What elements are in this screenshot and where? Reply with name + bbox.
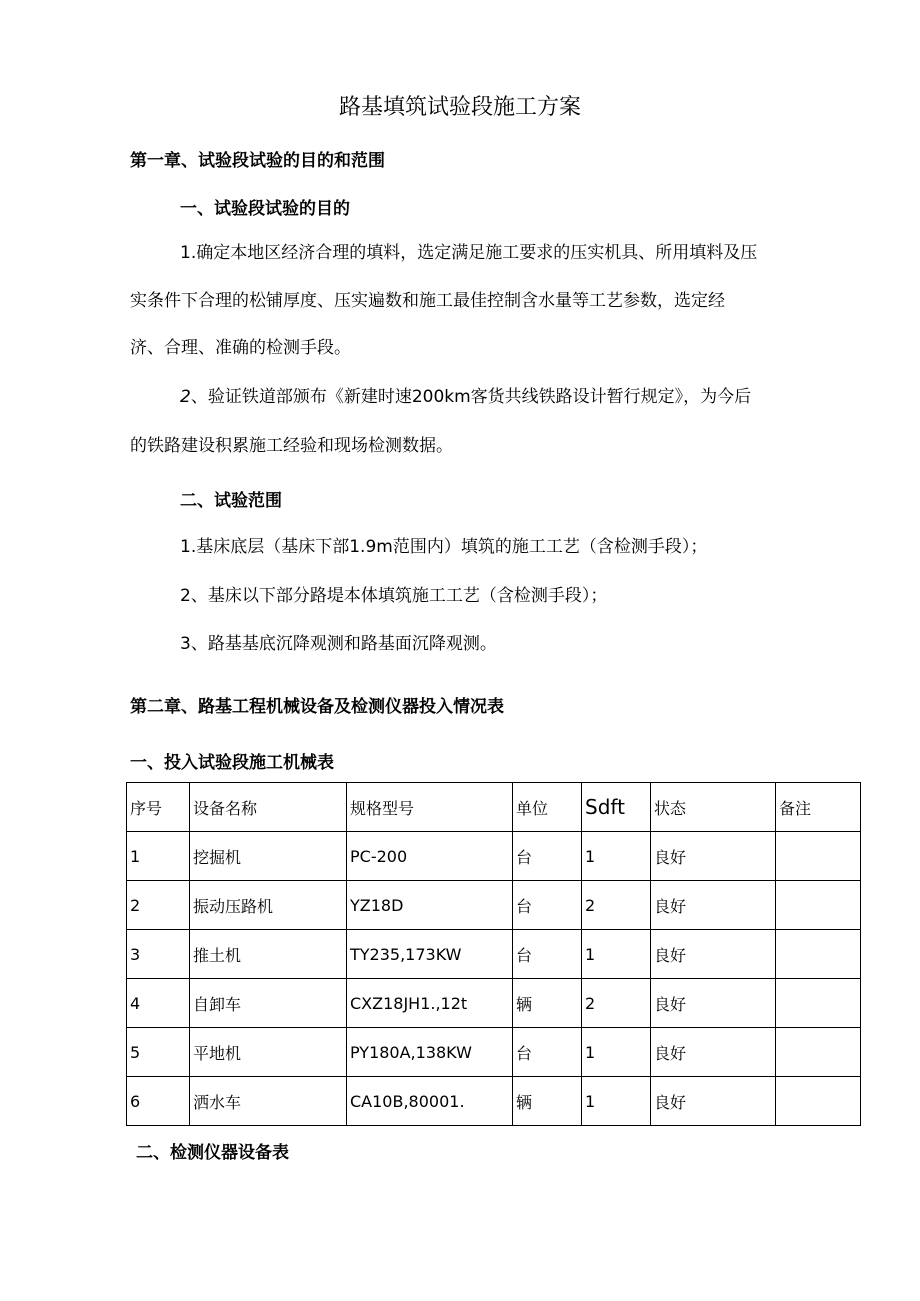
table-cell: CA10B,80001. bbox=[347, 1077, 513, 1126]
table-row bbox=[127, 979, 861, 1028]
table-cell: 自卸车 bbox=[190, 979, 347, 1028]
purpose-paragraph1-line3: 济、合理、准确的检测手段。 bbox=[130, 338, 351, 358]
table-cell: 2 bbox=[582, 979, 651, 1028]
table-cell bbox=[776, 979, 861, 1028]
table-row bbox=[127, 881, 861, 930]
table-cell: 良好 bbox=[651, 1028, 776, 1077]
table-cell: 1 bbox=[582, 832, 651, 881]
table-cell: 良好 bbox=[651, 832, 776, 881]
table-cell: 辆 bbox=[513, 979, 582, 1028]
table-row bbox=[127, 930, 861, 979]
table-cell: CXZ18JH1.,12t bbox=[347, 979, 513, 1028]
table-row bbox=[127, 832, 861, 881]
document-title: 路基填筑试验段施工方案 bbox=[338, 95, 581, 120]
table-cell: 3 bbox=[127, 930, 190, 979]
chapter2-heading: 第二章、路基工程机械设备及检测仪器投入情况表 bbox=[130, 697, 504, 717]
table-cell: PC-200 bbox=[347, 832, 513, 881]
table-cell: 1 bbox=[582, 1028, 651, 1077]
header-cell-model: 规格型号 bbox=[347, 783, 513, 832]
purpose-paragraph2-line2: 的铁路建设积累施工经验和现场检测数据。 bbox=[130, 436, 453, 456]
header-cell-index: 序号 bbox=[127, 783, 190, 832]
table-cell: 挖掘机 bbox=[190, 832, 347, 881]
table-cell: 良好 bbox=[651, 881, 776, 930]
table-cell: 推土机 bbox=[190, 930, 347, 979]
instrument-table-heading: 二、检测仪器设备表 bbox=[136, 1143, 289, 1163]
scope-item3: 3、路基基底沉降观测和路基面沉降观测。 bbox=[180, 634, 497, 654]
header-cell-remarks: 备注 bbox=[776, 783, 861, 832]
section-scope-heading: 二、试验范围 bbox=[180, 491, 282, 511]
table-cell: TY235,173KW bbox=[347, 930, 513, 979]
table-cell: 4 bbox=[127, 979, 190, 1028]
table-cell bbox=[776, 1077, 861, 1126]
purpose-paragraph2-line1 bbox=[180, 387, 751, 407]
table-cell: 台 bbox=[513, 1028, 582, 1077]
table-cell bbox=[776, 881, 861, 930]
table-cell: 良好 bbox=[651, 1077, 776, 1126]
section-purpose-heading: 一、试验段试验的目的 bbox=[180, 199, 350, 219]
header-cell-name: 设备名称 bbox=[190, 783, 347, 832]
table-cell bbox=[776, 1028, 861, 1077]
scope-item2: 2、基床以下部分路堤本体填筑施工工艺（含检测手段）； bbox=[180, 586, 608, 606]
table-cell: 良好 bbox=[651, 979, 776, 1028]
table-cell: 台 bbox=[513, 881, 582, 930]
table-cell: 台 bbox=[513, 930, 582, 979]
table-cell: 2 bbox=[127, 881, 190, 930]
table-row bbox=[127, 1028, 861, 1077]
table-row bbox=[127, 1077, 861, 1126]
table-cell: 1 bbox=[127, 832, 190, 881]
machinery-table-heading: 一、投入试验段施工机械表 bbox=[130, 753, 334, 773]
table-cell: 台 bbox=[513, 832, 582, 881]
chapter1-heading: 第一章、试验段试验的目的和范围 bbox=[130, 151, 385, 171]
header-cell-unit: 单位 bbox=[513, 783, 582, 832]
table-cell: 振动压路机 bbox=[190, 881, 347, 930]
table-cell: PY180A,138KW bbox=[347, 1028, 513, 1077]
table-cell: 1 bbox=[582, 930, 651, 979]
table-cell: YZ18D bbox=[347, 881, 513, 930]
table-cell: 6 bbox=[127, 1077, 190, 1126]
table-header-row bbox=[127, 783, 861, 832]
table-cell bbox=[776, 930, 861, 979]
table-cell: 1 bbox=[582, 1077, 651, 1126]
table-cell: 辆 bbox=[513, 1077, 582, 1126]
header-cell-status: 状态 bbox=[651, 783, 776, 832]
purpose-paragraph1-line2: 实条件下合理的松铺厚度、压实遍数和施工最佳控制含水量等工艺参数，选定经 bbox=[130, 291, 725, 311]
table-cell: 5 bbox=[127, 1028, 190, 1077]
table-cell: 良好 bbox=[651, 930, 776, 979]
header-cell-quantity: Sdft bbox=[582, 783, 651, 832]
scope-item1: 1.基床底层（基床下部1.9m范围内）填筑的施工工艺（含检测手段）； bbox=[180, 537, 708, 557]
paragraph2-line1-text: 、验证铁道部颁布《新建时速200km客货共线铁路设计暂行规定》，为今后 bbox=[190, 387, 752, 407]
table-cell: 平地机 bbox=[190, 1028, 347, 1077]
table-cell bbox=[776, 832, 861, 881]
table-cell: 洒水车 bbox=[190, 1077, 347, 1126]
purpose-paragraph1-line1: 1.确定本地区经济合理的填料，选定满足施工要求的压实机具、所用填料及压 bbox=[180, 243, 758, 263]
machinery-table bbox=[126, 782, 861, 1126]
paragraph2-number: 2 bbox=[180, 387, 191, 407]
table-cell: 2 bbox=[582, 881, 651, 930]
